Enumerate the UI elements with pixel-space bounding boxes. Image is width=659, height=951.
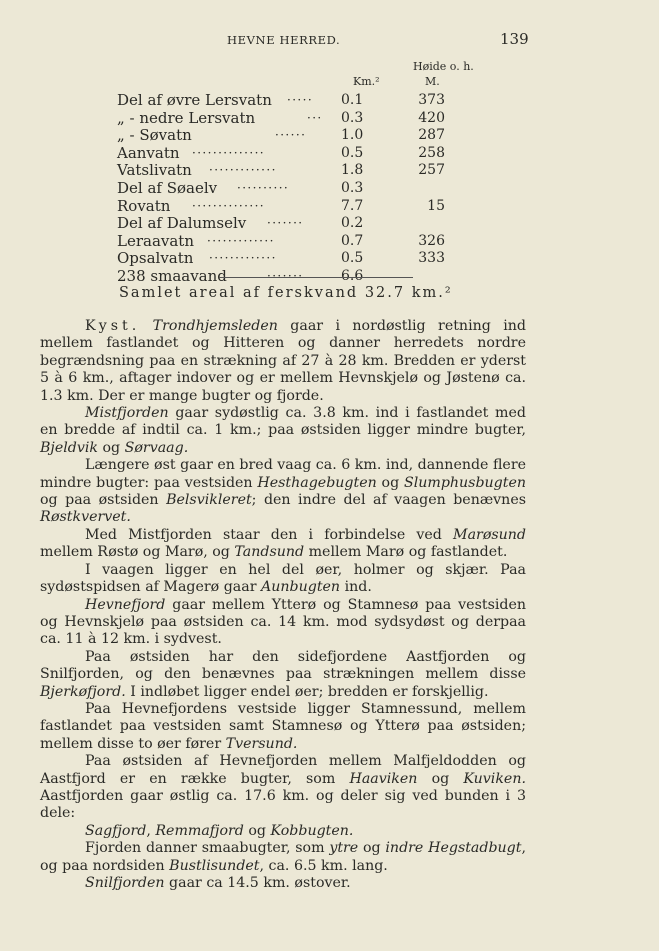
height-column-label: Høide o. h. bbox=[413, 60, 474, 73]
area-value: 6.6 bbox=[341, 267, 364, 284]
place-name: Trondhjemsleden bbox=[152, 318, 278, 334]
paragraph: Snilfjorden gaar ca 14.5 km. østover. bbox=[85, 875, 351, 891]
height-value: 326 bbox=[418, 232, 445, 249]
table-row bbox=[117, 250, 477, 268]
height-value: 373 bbox=[418, 92, 445, 108]
lake-name: Vatslivatn bbox=[117, 161, 192, 180]
lake-name: Del af øvre Lersvatn bbox=[117, 91, 272, 109]
leader-dots: ·········· bbox=[237, 180, 290, 195]
running-title: HEVNE HERRED. bbox=[227, 33, 341, 47]
table-row bbox=[117, 233, 477, 251]
table-row bbox=[117, 145, 477, 163]
leader-dots: ·············· bbox=[192, 198, 266, 213]
height-value: 257 bbox=[418, 162, 445, 179]
leader-dots: ······· bbox=[267, 268, 304, 283]
lake-name: Leraavatn bbox=[117, 231, 194, 250]
lake-name: Rovatn bbox=[117, 196, 171, 215]
leader-dots: ····· bbox=[287, 93, 314, 107]
table-row bbox=[117, 127, 477, 145]
area-value: 0.1 bbox=[341, 92, 364, 108]
page-header bbox=[0, 30, 659, 53]
area-value: 0.7 bbox=[341, 232, 364, 249]
paragraph: Mistfjorden gaar sydøstlig ca. 3.8 km. ind i fastlandet med en bredde af indtil ca. 1 km.; paa østsiden ligger mindre bugter, Bjeldvik og Sørvaag. bbox=[40, 405, 526, 456]
body-text bbox=[40, 318, 526, 892]
table-row bbox=[117, 92, 477, 110]
lake-name: Del af Dalumselv bbox=[117, 214, 247, 233]
height-value: 258 bbox=[418, 144, 445, 161]
leader-dots: ······· bbox=[267, 216, 304, 231]
page-number: 139 bbox=[500, 30, 529, 48]
table-row bbox=[117, 110, 477, 128]
leader-dots: ············· bbox=[207, 233, 275, 248]
table-row bbox=[117, 215, 477, 233]
paragraph: Hevnefjord gaar mellem Ytterø og Stamnesø paa vestsiden og Hevnskjelø paa østsiden ca. 14 km. mod sydsydøst og derpaa ca. 11 à 12 km. i sydvest. bbox=[40, 596, 526, 648]
paragraph: Paa Hevnefjordens vestside ligger Stamnessund, mellem fastlandet paa vestsiden samt Stamnesø og Ytterø paa østsiden; mellem disse to øer fører Tversund. bbox=[40, 700, 526, 752]
height-unit-label: M. bbox=[425, 75, 440, 88]
sum-rule bbox=[219, 277, 413, 278]
leader-dots: ············· bbox=[209, 163, 277, 178]
leader-dots: ······ bbox=[275, 128, 307, 143]
lake-name: Del af Søaelv bbox=[117, 178, 218, 197]
area-value: 0.5 bbox=[341, 144, 364, 161]
lake-name: „ - nedre Lersvatn bbox=[117, 108, 256, 127]
lake-table bbox=[117, 92, 477, 286]
total-area: Samlet areal af ferskvand 32.7 km.² bbox=[119, 285, 453, 301]
area-value: 0.5 bbox=[341, 250, 364, 267]
lake-name: Aanvatn bbox=[117, 143, 180, 162]
paragraph: I vaagen ligger en hel del øer, holmer og skjær. Paa sydøstspidsen af Magerø gaar Aunbugten ind. bbox=[40, 561, 526, 596]
paragraph: Længere øst gaar en bred vaag ca. 6 km. ind, dannende flere mindre bugter: paa vestsiden Hesthagebugten og Slumphusbugten og paa østsiden Belsvikleret; den indre del af vaagen benævnes Røstkvervet. bbox=[40, 457, 526, 526]
leader-dots: ············· bbox=[209, 251, 277, 266]
height-value: 333 bbox=[418, 250, 445, 267]
area-value: 1.8 bbox=[341, 162, 364, 179]
area-value: 1.0 bbox=[341, 127, 364, 144]
paragraph: Paa østsiden har den sidefjordene Aastfjorden og Snilfjorden, og den benævnes paa strækningen mellem disse Bjerkøfjord. I indløbet ligger endel øer; bredden er forskjellig. bbox=[40, 648, 526, 700]
paragraph: Med Mistfjorden staar den i forbindelse ved Marøsund mellem Røstø og Marø, og Tandsund mellem Marø og fastlandet. bbox=[40, 526, 526, 561]
leader-dots: ··· bbox=[307, 110, 323, 125]
height-value: 15 bbox=[427, 197, 445, 214]
lake-name: „ - Søvatn bbox=[117, 126, 192, 145]
area-value: 0.3 bbox=[341, 109, 364, 126]
paragraph-kyst: Kyst. Trondhjemsleden gaar i nordøstlig retning ind mellem fastlandet og Hitteren og danner herredets nordre begrændsning paa en strækning af 27 à 28 km. Bredden er yderst 5 à 6 km., aftager indover og er mellem Hevnskjelø og Jøstenø ca. 1.3 km. Der er mange bugter og fjorde. bbox=[40, 318, 526, 404]
paragraph: Sagfjord, Remmafjord og Kobbugten. bbox=[85, 822, 354, 839]
leader-dots: ·············· bbox=[192, 145, 266, 160]
lake-name: Opsalvatn bbox=[117, 249, 194, 268]
height-value: 287 bbox=[418, 127, 445, 144]
height-value: 420 bbox=[418, 109, 445, 126]
table-row bbox=[117, 180, 477, 198]
paragraph: Fjorden danner smaabugter, som ytre og indre Hegstadbugt, og paa nordsiden Bustlisundet, ca. 6.5 km. lang. bbox=[40, 840, 526, 874]
area-value: 0.2 bbox=[341, 215, 364, 232]
table-row bbox=[117, 198, 477, 216]
lake-name: 238 smaavand bbox=[117, 266, 227, 285]
table-row bbox=[117, 162, 477, 180]
area-value: 7.7 bbox=[341, 197, 364, 214]
area-value: 0.3 bbox=[341, 179, 364, 196]
paragraph: Paa østsiden af Hevnefjorden mellem Malfjeldodden og Aastfjord er en række bugter, som Haaviken og Kuviken. Aastfjorden gaar østlig ca. 17.6 km. og deler sig ved bunden i 3 dele: bbox=[40, 753, 526, 822]
area-column-label: Km.² bbox=[353, 75, 380, 88]
